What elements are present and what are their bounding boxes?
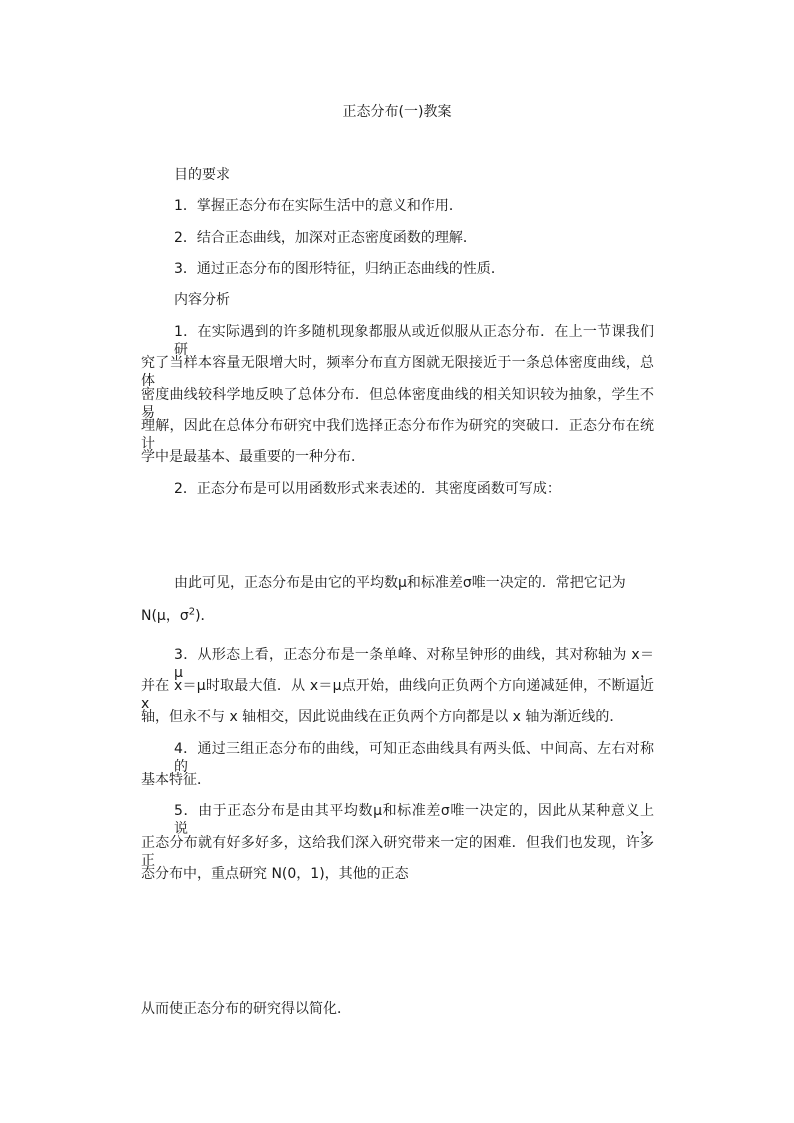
- goal-item-2: 2．结合正态曲线，加深对正态密度函数的理解．: [174, 230, 477, 246]
- paragraph-4-line-2: 并在 x＝μ时取最大值．从 x＝μ点开始，曲线向正负两个方向递减延伸，不断逼近 x: [141, 678, 654, 712]
- paragraph-5-line-1: 4．通过三组正态分布的曲线，可知正态曲线具有两头低、中间高、左右对称的: [174, 741, 654, 775]
- paragraph-4-line-1: 3．从形态上看，正态分布是一条单峰、对称呈钟形的曲线，其对称轴为 x＝μ，: [174, 647, 654, 681]
- normal-notation-open: N(μ，σ: [141, 608, 189, 624]
- normal-notation-close: )．: [195, 608, 215, 624]
- paragraph-1-line-5: 学中是最基本、最重要的一种分布．: [141, 449, 365, 465]
- goal-item-1: 1．掌握正态分布在实际生活中的意义和作用．: [174, 198, 463, 214]
- section-heading-goals: 目的要求: [174, 167, 230, 183]
- superscript-two: 2: [188, 606, 196, 618]
- page-title: 正态分布(一)教案: [342, 104, 452, 120]
- paragraph-1-line-1: 1．在实际遇到的许多随机现象都服从或近似服从正态分布．在上一节课我们研: [174, 324, 654, 358]
- paragraph-2-line-1: 2．正态分布是可以用函数形式来表述的．其密度函数可写成：: [174, 481, 561, 497]
- paragraph-3-line-1: 由此可见，正态分布是由它的平均数μ和标准差σ唯一决定的．常把它记为: [174, 575, 626, 591]
- paragraph-7-line-1: 从而使正态分布的研究得以简化．: [141, 1001, 351, 1017]
- paragraph-6-line-3: 态分布中，重点研究 N(0，1)，其他的正态: [141, 866, 409, 882]
- paragraph-6-line-2: 正态分布就有好多好多，这给我们深入研究带来一定的困难．但我们也发现，许多正: [141, 835, 654, 869]
- paragraph-1-line-2: 究了当样本容量无限增大时，频率分布直方图就无限接近于一条总体密度曲线，总体: [141, 355, 654, 389]
- paragraph-1-line-4: 理解，因此在总体分布研究中我们选择正态分布作为研究的突破口．正态分布在统计: [141, 418, 654, 452]
- paragraph-1-line-3: 密度曲线较科学地反映了总体分布．但总体密度曲线的相关知识较为抽象，学生不易: [141, 387, 654, 421]
- goal-item-3: 3．通过正态分布的图形特征，归纳正态曲线的性质．: [174, 261, 505, 277]
- paragraph-3-line-2: [141, 607, 215, 625]
- paragraph-6-line-1: 5．由于正态分布是由其平均数μ和标准差σ唯一决定的，因此从某种意义上说，: [174, 803, 654, 837]
- paragraph-5-line-2: 基本特征．: [141, 772, 211, 788]
- section-heading-content: 内容分析: [174, 292, 230, 308]
- paragraph-4-line-3: 轴，但永不与 x 轴相交，因此说曲线在正负两个方向都是以 x 轴为渐近线的．: [141, 709, 624, 725]
